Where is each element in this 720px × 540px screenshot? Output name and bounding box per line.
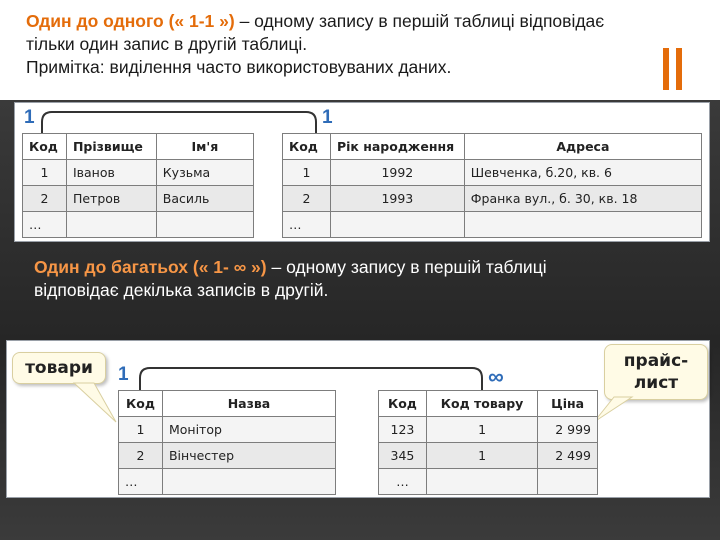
table-cell — [156, 212, 253, 238]
accent-bar-right — [676, 48, 682, 90]
table-cell: … — [23, 212, 67, 238]
table-cell: … — [119, 469, 163, 495]
price-list-callout — [604, 344, 708, 400]
table-header-row — [119, 391, 336, 417]
price-list-callout-line1: прайс- — [623, 351, 689, 371]
price-list-table — [378, 390, 598, 495]
table-cell: Іванов — [66, 160, 156, 186]
one-to-one-right-marker: 1 — [322, 107, 333, 128]
table-cell — [66, 212, 156, 238]
table-cell: 1 — [426, 443, 537, 469]
one-to-one-left-marker: 1 — [24, 107, 35, 128]
accent-bar-left — [663, 48, 669, 90]
products-callout-tail — [60, 382, 120, 426]
table-cell — [464, 212, 701, 238]
table-cell: … — [283, 212, 331, 238]
table-row — [119, 417, 336, 443]
header-cell: Код товару — [426, 391, 537, 417]
table-cell — [538, 469, 598, 495]
one-to-one-description-line2: тільки один запис в другій таблиці. — [26, 34, 308, 54]
table-row — [23, 160, 254, 186]
table-header-row — [379, 391, 598, 417]
one-to-many-description-line1: – одному запису в першій таблиці — [266, 257, 547, 277]
table-header-row — [23, 134, 254, 160]
table-cell: Монітор — [162, 417, 335, 443]
table-row — [283, 212, 702, 238]
table-header-row — [283, 134, 702, 160]
table-cell — [162, 469, 335, 495]
table-row — [283, 160, 702, 186]
price-list-callout-line2: лист — [633, 373, 679, 393]
header-cell: Код — [283, 134, 331, 160]
header-cell: Рік народження — [330, 134, 464, 160]
one-to-many-left-marker: 1 — [118, 364, 129, 385]
table-row — [23, 186, 254, 212]
table-cell: 2 — [283, 186, 331, 212]
header-cell: Ім'я — [156, 134, 253, 160]
table-cell — [330, 212, 464, 238]
one-to-many-right-marker: ∞ — [488, 364, 504, 389]
table-row — [283, 186, 702, 212]
table-cell: 2 — [23, 186, 67, 212]
table-cell: 1993 — [330, 186, 464, 212]
header-cell: Код — [379, 391, 427, 417]
table-row — [379, 443, 598, 469]
products-callout: товари — [12, 352, 106, 384]
table-cell: Василь — [156, 186, 253, 212]
table-cell: 2 999 — [538, 417, 598, 443]
products-table — [118, 390, 336, 495]
table-cell: 2 499 — [538, 443, 598, 469]
one-to-one-description-line1: – одному запису в першій таблиці відповідає — [234, 11, 605, 31]
one-to-one-note: Примітка: виділення часто використовуваних даних. — [26, 57, 452, 77]
table-cell: 1 — [426, 417, 537, 443]
table-cell: 2 — [119, 443, 163, 469]
one-to-one-heading — [26, 10, 604, 79]
table-row — [379, 469, 598, 495]
one-to-one-title: Один до одного (« 1-1 ») — [26, 11, 235, 31]
table-cell: Кузьма — [156, 160, 253, 186]
table-row — [119, 443, 336, 469]
table-cell: 345 — [379, 443, 427, 469]
table-cell: 1 — [283, 160, 331, 186]
table-cell: Петров — [66, 186, 156, 212]
table-cell: Шевченка, б.20, кв. 6 — [464, 160, 701, 186]
table-cell: Вінчестер — [162, 443, 335, 469]
table-cell: 1992 — [330, 160, 464, 186]
one-to-many-heading — [34, 256, 547, 302]
one-to-one-right-table — [282, 133, 702, 238]
header-cell: Адреса — [464, 134, 701, 160]
header-cell: Код — [23, 134, 67, 160]
table-cell: 123 — [379, 417, 427, 443]
header-cell: Назва — [162, 391, 335, 417]
header-cell: Код — [119, 391, 163, 417]
table-cell: Франка вул., б. 30, кв. 18 — [464, 186, 701, 212]
header-cell: Прізвище — [66, 134, 156, 160]
table-row — [23, 212, 254, 238]
table-row — [119, 469, 336, 495]
one-to-many-description-line2: відповідає декілька записів в другій. — [34, 280, 329, 300]
one-to-one-left-table — [22, 133, 254, 238]
one-to-many-title: Один до багатьох (« 1- ∞ ») — [34, 257, 267, 277]
table-row — [379, 417, 598, 443]
table-cell — [426, 469, 537, 495]
header-cell: Ціна — [538, 391, 598, 417]
table-cell: … — [379, 469, 427, 495]
table-cell: 1 — [119, 417, 163, 443]
table-cell: 1 — [23, 160, 67, 186]
